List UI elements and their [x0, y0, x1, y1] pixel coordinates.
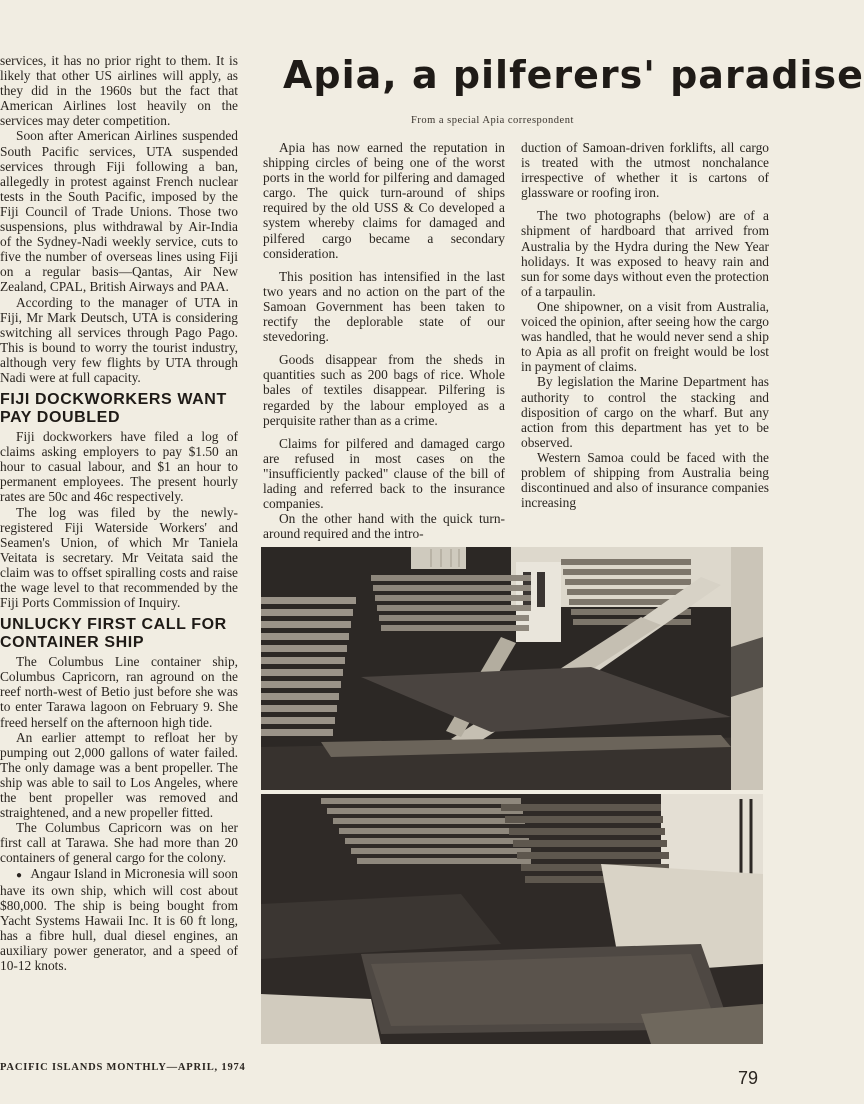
story-paragraph: The Columbus Line container ship, Columbus Capricorn, ran aground on the reef north-west of Betio just before she was to enter Tarawa lagoon on February 9. She freed herself on the afternoon high tide. — [0, 654, 238, 730]
story-paragraph: Fiji dockworkers have filed a log of claims asking employers to pay $1.50 an hour to casual labour, and $1 an hour to permanent employees. The present hourly rates are 50c and 46c respectively. — [0, 429, 238, 505]
mid-paragraph: Apia has now earned the reputation in shipping circles of being one of the worst ports in the world for pilfering and damaged cargo. The quick turn-around of ships required by the old USS & Co developed a system whereby claims for damaged and pilfered cargo became a secondary consideration. — [263, 140, 505, 261]
article-byline: From a special Apia correspondent — [411, 115, 574, 126]
mid-paragraph: This position has intensified in the last two years and no action on the part of the Samoan Government has been taken to rectify the deplorable state of our stevedoring. — [263, 268, 505, 345]
right-column — [521, 140, 769, 510]
middle-column — [263, 140, 505, 541]
story-paragraph: The log was filed by the newly-registered Fiji Waterside Workers' and Seamen's Union, of which Mr Taniela Veitata is secretary. Mr Veitata said the claim was to offset spiralling costs and raise the wage level to that recommended by the Fiji Ports Commission of Inquiry. — [0, 504, 238, 611]
left-paragraph: Soon after American Airlines suspended South Pacific services, UTA suspended services through Fiji following a ban, allegedly in protest against French nuclear tests in the South Pacific, imposed by the Fiji Council of Trade Unions. Those two suspensions, plus withdrawal by Air-India of the Sydney-Nadi weekly service, cuts to five the number of overseas lines using Fiji on a regular basis—Qantas, Air New Zealand, CPAL, British Airways and PAA. — [0, 128, 238, 295]
mid-paragraph: Claims for pilfered and damaged cargo are refused in most cases on the "insufficiently packed" clause of the bill of lading and referred back to the insurance companies. — [263, 435, 505, 512]
footer-publication: PACIFIC ISLANDS MONTHLY—APRIL, 1974 — [0, 1062, 246, 1073]
right-paragraph: By legislation the Marine Department has authority to control the stacking and disposition of cargo on the wharf. But any action from this department has yet to be observed. — [521, 374, 769, 450]
mid-paragraph: Goods disappear from the sheds in quantities such as 200 bags of rice. Whole bales of textiles disappear. Pilfering is regarded by the labour employed as a perquisite rather than as a crime. — [263, 352, 505, 428]
headline-fiji-dockworkers: FIJI DOCKWORKERS WANT PAY DOUBLED — [0, 391, 227, 427]
left-paragraph: services, it has no prior right to them. It is likely that other US airlines will apply, as they did in the 1960s but the fact that American Airlines lost heavily on the services may deter competition. — [0, 53, 238, 129]
article-title: Apia, a pilferers' paradise — [283, 53, 864, 97]
story-paragraph: The Columbus Capricorn was on her first call at Tarawa. She had more than 20 containers of general cargo for the colony. — [0, 820, 238, 866]
mid-paragraph: On the other hand with the quick turn-around required and the intro- — [263, 511, 505, 542]
bullet-text: Angaur Island in Micronesia will soon have its own ship, which will cost about $80,000. The ship is being bought from Yacht Systems Hawaii Inc. It is 60 ft long, has a fibre hull, dual diesel engines, an auxiliary power generator, and a speed of 10-12 knots. — [0, 865, 239, 974]
bullet-icon: ● — [16, 869, 23, 881]
left-paragraph: According to the manager of UTA in Fiji, Mr Mark Deutsch, UTA is considering switching all services through Pago Pago. This is bound to worry the tourist industry, although very few flights by UTA through Nadi were at full capacity. — [0, 294, 238, 385]
page-number: 79 — [738, 1068, 759, 1088]
headline-container-ship: UNLUCKY FIRST CALL FOR CONTAINER SHIP — [0, 616, 227, 652]
bullet-item — [0, 866, 238, 974]
right-paragraph: One shipowner, on a visit from Australia, voiced the opinion, after seeing how the cargo was handled, that he would never send a ship to Apia as all profit on freight would be lost in payment of claims. — [521, 298, 769, 375]
right-paragraph: The two photographs (below) are of a shipment of hardboard that arrived from Australia by the Hydra during the New Year holidays. It was exposed to heavy rain and sun for some days without even the protection of a tarpaulin. — [521, 208, 769, 299]
right-paragraph: Western Samoa could be faced with the problem of shipping from Australia being discontinued and also of insurance companies increasing — [521, 449, 769, 511]
photo-hardboard-shipment-bottom — [261, 794, 763, 1044]
right-paragraph: duction of Samoan-driven forklifts, all cargo is treated with the utmost nonchalance irrespective of whether it is cartons of glassware or roofing iron. — [521, 140, 769, 201]
left-column — [0, 53, 238, 973]
story-paragraph: An earlier attempt to refloat her by pumping out 2,000 gallons of water failed. The only damage was a bent propeller. The ship was able to sail to Los Angeles, where the bent propeller was removed and straightened, and a new propeller fitted. — [0, 729, 238, 821]
photo-hardboard-shipment-top — [261, 547, 763, 790]
